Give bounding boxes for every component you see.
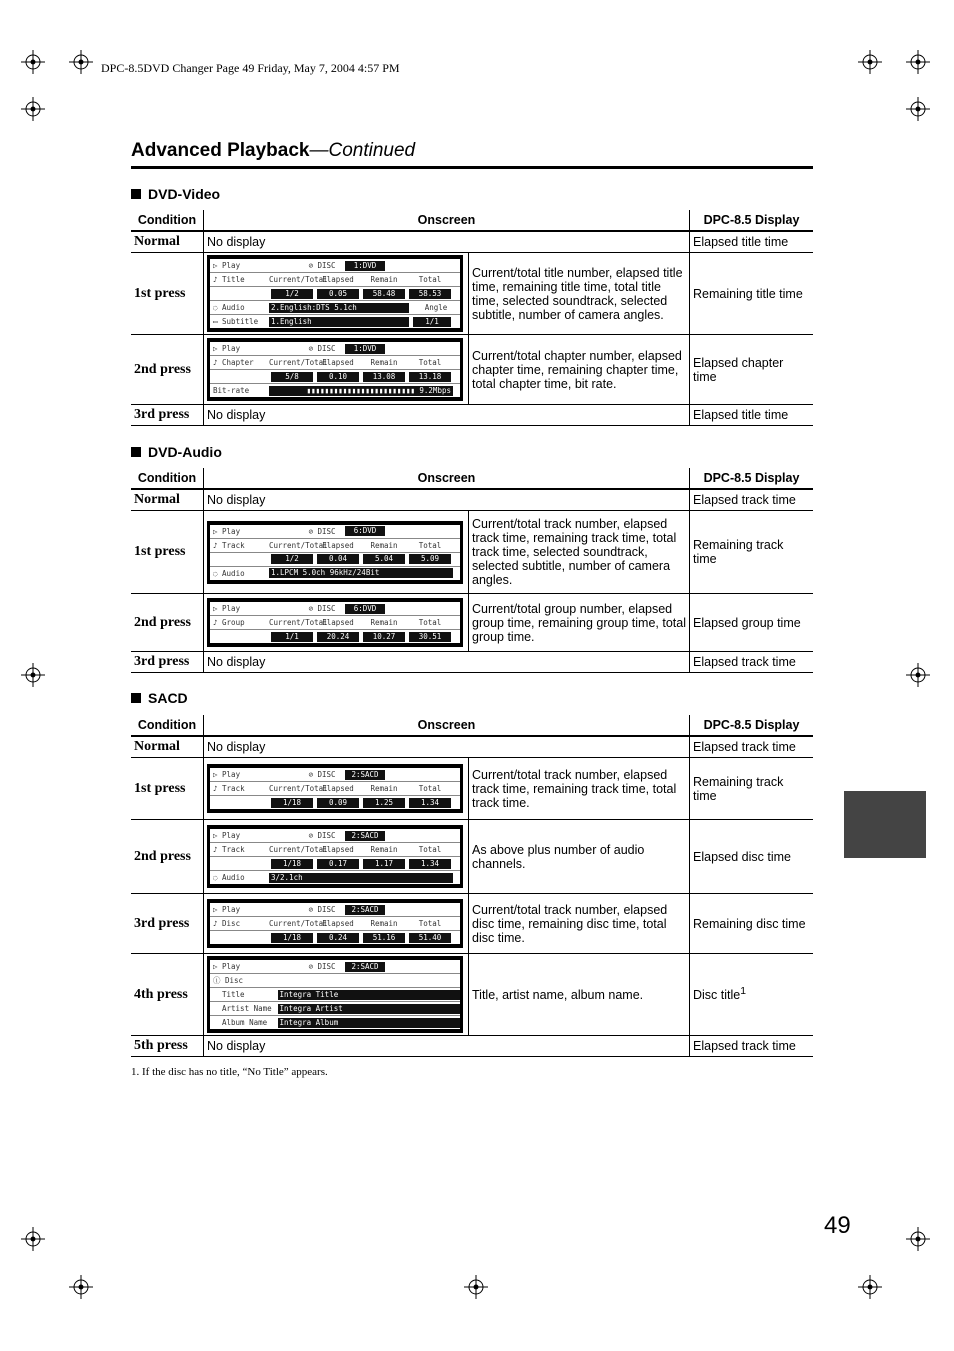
audio-label: ◌ Audio (213, 303, 245, 312)
column-header: Condition (131, 715, 204, 736)
disc-value: 6:DVD (345, 526, 385, 536)
osd-row-values (210, 796, 460, 809)
display-cell: Elapsed title time (690, 405, 814, 426)
value-cell (315, 372, 361, 382)
disc-label: ⊘ DISC (308, 905, 336, 914)
value-cell (269, 632, 315, 642)
onscreen-display (207, 764, 463, 813)
onscreen-inner (210, 903, 460, 944)
angle-value: 1/1 (413, 317, 451, 327)
column-header: Condition (131, 468, 204, 489)
value: 1/18 (271, 933, 313, 943)
table-row (131, 231, 813, 253)
condition-cell: Normal (131, 736, 204, 758)
osd-row-values (210, 553, 460, 567)
osd-row-audio (210, 567, 460, 580)
value: 1.17 (363, 859, 405, 869)
registration-mark-icon (906, 1227, 930, 1251)
section-heading (131, 444, 222, 460)
registration-mark-icon (464, 1275, 488, 1299)
disc-label: ⊘ DISC (308, 770, 336, 779)
onscreen-cell: No display (204, 736, 690, 758)
table-row (131, 511, 813, 594)
onscreen-inner (210, 768, 460, 809)
col-header: Elapsed (322, 919, 354, 928)
type-label: ♪ Track (213, 845, 245, 854)
col-header: Remain (370, 540, 398, 550)
col-header: Current/Total (269, 358, 328, 367)
value: 51.16 (363, 933, 405, 943)
value: 13.08 (363, 372, 405, 382)
bitrate-label: Bit-rate (213, 386, 250, 395)
osd-row-values (210, 370, 460, 384)
osd-row-play (210, 829, 460, 843)
screen-cell (204, 954, 469, 1036)
table-row (131, 1036, 813, 1057)
condition-table (131, 468, 813, 673)
table-row (131, 652, 813, 673)
description-cell: Current/total title number, elapsed title time, remaining title time, total title time, selected soundtrack, selected subtitle, number of camera angles. (469, 253, 690, 335)
osd-row-header (210, 843, 460, 857)
registration-mark-icon (21, 97, 45, 121)
value: 0.10 (317, 372, 359, 382)
angle-label: Angle (424, 303, 448, 312)
value-cell (361, 372, 407, 382)
artist-value: Integra Artist (278, 1004, 460, 1014)
disc-label: ⊘ DISC (308, 962, 336, 971)
onscreen-inner (210, 829, 460, 884)
display-cell: Elapsed disc time (690, 820, 814, 894)
disc-value: 2:SACD (345, 831, 385, 841)
title-rule (131, 166, 813, 169)
condition-cell: Normal (131, 231, 204, 253)
running-header: DPC-8.5DVD Changer Page 49 Friday, May 7, 2004 4:57 PM (101, 61, 400, 75)
section-heading (131, 186, 220, 202)
display-cell: Elapsed group time (690, 594, 814, 652)
disc-value: 1:DVD (345, 344, 385, 354)
screen-cell (204, 594, 469, 652)
value: 30.51 (409, 632, 451, 642)
condition-cell: 1st press (131, 511, 204, 594)
osd-row-values (210, 931, 460, 944)
album-label: Album Name (222, 1018, 268, 1027)
value: 0.24 (317, 933, 359, 943)
square-bullet-icon (131, 189, 141, 199)
onscreen-cell: No display (204, 489, 690, 511)
table-row (131, 253, 813, 335)
osd-row-values (210, 857, 460, 871)
col-header: Elapsed (322, 358, 354, 367)
value: 5.04 (363, 554, 405, 564)
onscreen-cell: No display (204, 1036, 690, 1057)
condition-table (131, 210, 813, 426)
col-header: Current/Total (269, 540, 328, 550)
col-header: Elapsed (322, 845, 354, 854)
osd-row-play (210, 525, 460, 539)
table-row (131, 405, 813, 426)
value: 0.05 (317, 289, 359, 299)
chapter-tab (844, 791, 926, 858)
onscreen-inner (210, 960, 460, 1029)
col-header: Total (418, 275, 442, 284)
osd-row-play (210, 768, 460, 782)
value-cell (361, 632, 407, 642)
title-label: Title (222, 990, 245, 999)
screen-cell (204, 758, 469, 820)
onscreen-display (207, 899, 463, 948)
condition-cell: 3rd press (131, 405, 204, 426)
registration-mark-icon (858, 1275, 882, 1299)
table-row (131, 736, 813, 758)
disc-value: 2:SACD (345, 770, 385, 780)
table-row (131, 820, 813, 894)
square-bullet-icon (131, 693, 141, 703)
registration-mark-icon (906, 50, 930, 74)
condition-cell: 3rd press (131, 652, 204, 673)
description-cell: As above plus number of audio channels. (469, 820, 690, 894)
onscreen-display (207, 956, 463, 1033)
onscreen-display (207, 255, 463, 332)
screen-cell (204, 511, 469, 594)
audio-value: 3/2.1ch (269, 873, 453, 883)
display-cell: Elapsed track time (690, 736, 814, 758)
osd-row-values (210, 630, 460, 643)
display-cell: Disc title$^1$ (690, 954, 814, 1036)
col-header: Current/Total (269, 275, 328, 284)
description-cell: Current/total group number, elapsed group time, remaining group time, total group time. (469, 594, 690, 652)
value: 20.24 (317, 632, 359, 642)
display-cell: Elapsed chapter time (690, 335, 814, 405)
table-row (131, 489, 813, 511)
display-cell: Remaining title time (690, 253, 814, 335)
value: 0.09 (317, 798, 359, 808)
disc-value: 2:SACD (345, 962, 385, 972)
osd-row-play (210, 960, 460, 974)
play-label: ▷ Play (213, 905, 241, 914)
value: 1/2 (271, 554, 313, 564)
disc-type-label: ⓘ Disc (213, 976, 244, 985)
bitrate-value: ▮▮▮▮▮▮▮▮▮▮▮▮▮▮▮▮▮▮▮▮▮▮▮▮ 9.2Mbps (269, 386, 453, 396)
value: 1.25 (363, 798, 405, 808)
value: 1/1 (271, 632, 313, 642)
col-header: Total (418, 540, 442, 550)
value-cell (315, 859, 361, 869)
osd-row-play (210, 342, 460, 356)
table-row (131, 335, 813, 405)
column-header: Onscreen (204, 210, 690, 231)
col-header: Remain (370, 919, 398, 928)
table-row (131, 758, 813, 820)
disc-label: ⊘ DISC (308, 261, 336, 270)
screen-cell (204, 335, 469, 405)
condition-cell: Normal (131, 489, 204, 511)
value-cell (315, 798, 361, 808)
display-cell: Elapsed title time (690, 231, 814, 253)
value-cell (315, 933, 361, 943)
condition-cell: 2nd press (131, 594, 204, 652)
onscreen-display (207, 338, 463, 401)
registration-mark-icon (69, 50, 93, 74)
type-label: ♪ Track (213, 540, 245, 550)
column-header: DPC-8.5 Display (690, 210, 814, 231)
value-cell (407, 289, 453, 299)
display-cell: Elapsed track time (690, 652, 814, 673)
onscreen-cell: No display (204, 652, 690, 673)
osd-row-header (210, 616, 460, 630)
description-cell: Current/total track number, elapsed track time, remaining track time, total track time, selected soundtrack, selected subtitle, number of camera angles. (469, 511, 690, 594)
value-cell (269, 372, 315, 382)
osd-row-play (210, 259, 460, 273)
col-header: Remain (370, 618, 398, 627)
osd-row-play (210, 903, 460, 917)
table-row (131, 894, 813, 954)
registration-mark-icon (906, 97, 930, 121)
osd-row-header (210, 356, 460, 370)
osd-row-artist (210, 1002, 460, 1016)
col-header: Current/Total (269, 845, 328, 854)
section-heading (131, 690, 188, 706)
condition-cell: 1st press (131, 253, 204, 335)
display-cell: Elapsed track time (690, 1036, 814, 1057)
value: 0.04 (317, 554, 359, 564)
onscreen-inner (210, 602, 460, 643)
type-label: ♪ Track (213, 784, 245, 793)
registration-mark-icon (69, 1275, 93, 1299)
value-cell (361, 554, 407, 564)
value-cell (361, 933, 407, 943)
type-label: ♪ Chapter (213, 358, 254, 367)
value: 13.18 (409, 372, 451, 382)
osd-row-bitrate (210, 384, 460, 397)
page-number: 49 (824, 1212, 851, 1239)
value-cell (361, 798, 407, 808)
osd-row-header (210, 273, 460, 287)
osd-row-header (210, 539, 460, 553)
condition-cell: 5th press (131, 1036, 204, 1057)
disc-label: ⊘ DISC (308, 526, 336, 536)
type-label: ♪ Title (213, 275, 245, 284)
value: 1.34 (409, 859, 451, 869)
col-header: Remain (370, 845, 398, 854)
disc-value: 6:DVD (345, 604, 385, 614)
value-cell (315, 289, 361, 299)
audio-value: 2.English:DTS 5.1ch (269, 303, 409, 313)
column-header: Condition (131, 210, 204, 231)
onscreen-inner (210, 525, 460, 580)
osd-row-title (210, 988, 460, 1002)
artist-label: Artist Name (222, 1004, 272, 1013)
audio-label: ◌ Audio (213, 568, 245, 578)
onscreen-inner (210, 342, 460, 397)
play-label: ▷ Play (213, 344, 241, 353)
footnote: 1. If the disc has no title, “No Title” appears. (131, 1066, 328, 1078)
disc-value: 1:DVD (345, 261, 385, 271)
registration-mark-icon (21, 50, 45, 74)
value: 1/2 (271, 289, 313, 299)
col-header: Current/Total (269, 618, 328, 627)
audio-label: ◌ Audio (213, 873, 245, 882)
section-heading-text: DVD-Video (148, 186, 221, 202)
screen-cell (204, 253, 469, 335)
onscreen-display (207, 521, 463, 584)
value-cell (361, 289, 407, 299)
onscreen-inner (210, 259, 460, 328)
registration-mark-icon (21, 1227, 45, 1251)
col-header: Total (418, 618, 442, 627)
screen-cell (204, 820, 469, 894)
value: 58.53 (409, 289, 451, 299)
play-label: ▷ Play (213, 604, 241, 613)
play-label: ▷ Play (213, 831, 241, 840)
value-cell (407, 798, 453, 808)
value-cell (315, 632, 361, 642)
osd-row-header (210, 782, 460, 796)
osd-row-audio (210, 301, 460, 315)
play-label: ▷ Play (213, 261, 241, 270)
title-value: Integra Title (278, 990, 460, 1000)
value-cell (407, 554, 453, 564)
value: 0.17 (317, 859, 359, 869)
registration-mark-icon (858, 50, 882, 74)
registration-mark-icon (21, 663, 45, 687)
col-header: Total (418, 784, 442, 793)
table-row (131, 594, 813, 652)
onscreen-cell: No display (204, 405, 690, 426)
col-header: Total (418, 845, 442, 854)
col-header: Remain (370, 784, 398, 793)
col-header: Total (418, 358, 442, 367)
value-cell (269, 554, 315, 564)
subtitle-label: ▭ Subtitle (213, 317, 259, 326)
play-label: ▷ Play (213, 526, 241, 536)
table-row (131, 954, 813, 1036)
value: 1.34 (409, 798, 451, 808)
value: 1/18 (271, 798, 313, 808)
description-cell: Current/total track number, elapsed disc time, remaining disc time, total disc time. (469, 894, 690, 954)
description-cell: Current/total chapter number, elapsed chapter time, remaining chapter time, total chapter time, bit rate. (469, 335, 690, 405)
value-cell (269, 859, 315, 869)
footnote-ref: 1 (740, 986, 747, 998)
column-header: DPC-8.5 Display (690, 715, 814, 736)
value-cell (269, 289, 315, 299)
value-cell (407, 372, 453, 382)
column-header: Onscreen (204, 715, 690, 736)
value: 58.48 (363, 289, 405, 299)
value: 1/18 (271, 859, 313, 869)
col-header: Elapsed (322, 784, 354, 793)
disc-label: ⊘ DISC (308, 604, 336, 613)
disc-label: ⊘ DISC (308, 344, 336, 353)
value: 5/8 (271, 372, 313, 382)
condition-cell: 2nd press (131, 335, 204, 405)
col-header: Current/Total (269, 919, 328, 928)
condition-table (131, 715, 813, 1057)
osd-row-values (210, 287, 460, 301)
description-cell: Current/total track number, elapsed track time, remaining track time, total track time. (469, 758, 690, 820)
value-cell (407, 933, 453, 943)
condition-cell: 4th press (131, 954, 204, 1036)
col-header: Current/Total (269, 784, 328, 793)
column-header: Onscreen (204, 468, 690, 489)
disc-label: ⊘ DISC (308, 831, 336, 840)
play-label: ▷ Play (213, 770, 241, 779)
onscreen-cell: No display (204, 231, 690, 253)
condition-cell: 3rd press (131, 894, 204, 954)
condition-cell: 1st press (131, 758, 204, 820)
audio-value: 1.LPCM 5.0ch 96kHz/24Bit (269, 568, 453, 578)
column-header: DPC-8.5 Display (690, 468, 814, 489)
col-header: Elapsed (322, 618, 354, 627)
value: 51.40 (409, 933, 451, 943)
square-bullet-icon (131, 447, 141, 457)
value-cell (407, 859, 453, 869)
registration-mark-icon (906, 663, 930, 687)
osd-row-album (210, 1016, 460, 1029)
onscreen-display (207, 825, 463, 888)
play-label: ▷ Play (213, 962, 241, 971)
display-cell: Elapsed track time (690, 489, 814, 511)
display-cell: Remaining disc time (690, 894, 814, 954)
page-title: Advanced Playback—Continued (131, 140, 416, 161)
section-heading-text: SACD (148, 690, 188, 706)
value-cell (269, 798, 315, 808)
value: 10.27 (363, 632, 405, 642)
display-cell: Remaining track time (690, 758, 814, 820)
type-label: ♪ Disc (213, 919, 241, 928)
value-cell (407, 632, 453, 642)
value-cell (361, 859, 407, 869)
type-label: ♪ Group (213, 618, 245, 627)
osd-row-header (210, 917, 460, 931)
osd-row-play (210, 602, 460, 616)
album-value: Integra Album (278, 1018, 460, 1028)
osd-row-subtitle (210, 315, 460, 328)
disc-value: 2:SACD (345, 905, 385, 915)
condition-cell: 2nd press (131, 820, 204, 894)
osd-row-disc (210, 974, 460, 988)
value-cell (269, 933, 315, 943)
display-cell: Remaining track time (690, 511, 814, 594)
col-header: Total (418, 919, 442, 928)
col-header: Elapsed (322, 540, 354, 550)
col-header: Remain (370, 275, 398, 284)
osd-row-audio (210, 871, 460, 884)
value-cell (315, 554, 361, 564)
col-header: Elapsed (322, 275, 354, 284)
section-heading-text: DVD-Audio (148, 444, 222, 460)
screen-cell (204, 894, 469, 954)
onscreen-display (207, 598, 463, 647)
col-header: Remain (370, 358, 398, 367)
description-cell: Title, artist name, album name. (469, 954, 690, 1036)
value: 5.09 (409, 554, 451, 564)
subtitle-value: 1.English (269, 317, 409, 327)
